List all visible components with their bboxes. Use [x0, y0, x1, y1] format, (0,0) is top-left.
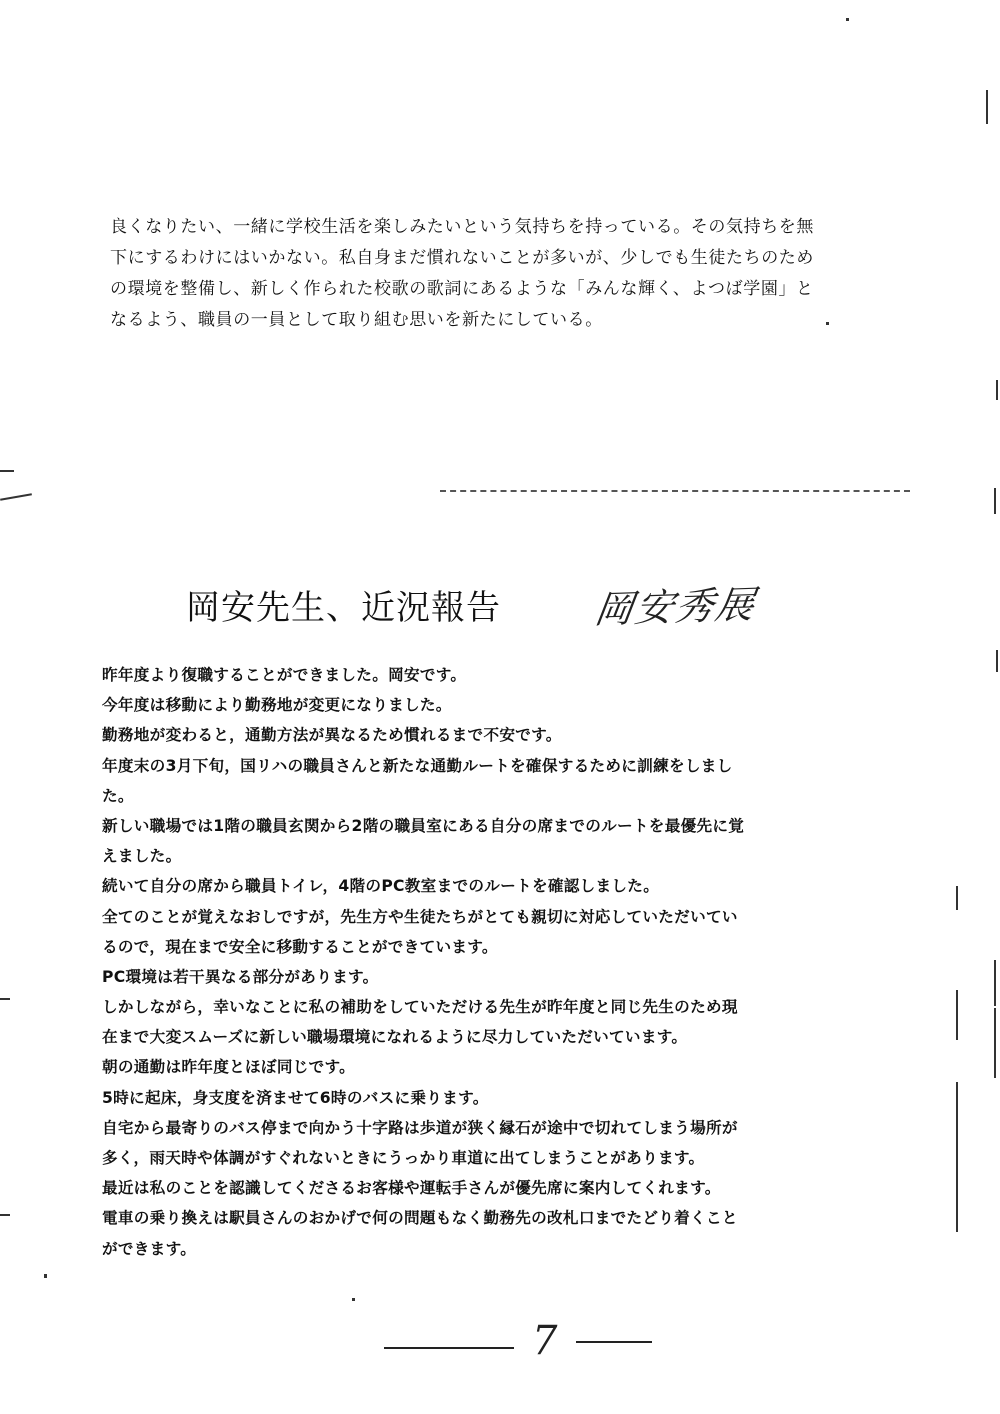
body-line: 全てのことが覚えなおしですが，先生方や生徒たちがとても親切に対応していただいてい: [102, 907, 738, 926]
intro-line: 良くなりたい、一緒に学校生活を楽しみたいという気持ちを持っている。その気持ちを無: [110, 217, 814, 237]
scan-mark: [956, 886, 958, 910]
intro-paragraph: [110, 212, 830, 336]
intro-line: なるよう、職員の一員として取り組む思いを新たにしている。: [110, 310, 603, 330]
scan-mark: [956, 1082, 958, 1232]
body-line: 続いて自分の席から職員トイレ，4階のPC教室までのルートを確認しました。: [102, 877, 660, 896]
scan-mark: [352, 1298, 355, 1301]
scan-mark: [0, 493, 32, 501]
dashed-separator: [440, 490, 910, 496]
body-line: 自宅から最寄りのバス停まで向かう十字路は歩道が狭く縁石が途中で切れてしまう場所が: [102, 1118, 738, 1137]
body-line: るので，現在まで安全に移動することができています。: [102, 937, 498, 956]
scan-mark: [956, 990, 958, 1040]
scan-mark: [0, 470, 14, 472]
article-title: 岡安先生、近況報告: [186, 588, 501, 628]
body-line: 新しい職場では1階の職員玄関から2階の職員室にある自分の席までのルートを最優先に覚: [102, 816, 745, 835]
body-line: 昨年度より復職することができました。岡安です。: [102, 666, 467, 684]
footer-rule-left: [384, 1347, 514, 1349]
page-number: 7: [532, 1318, 558, 1364]
body-line: PC環境は若干異なる部分があります。: [102, 967, 379, 986]
footer-rule-right: [576, 1341, 652, 1343]
body-line: 在まで大変スムーズに新しい職場環境になれるように尽力していただいています。: [102, 1028, 688, 1047]
body-line: 年度末の3月下旬，国リハの職員さんと新たな通勤ルートを確保するために訓練をしまし: [102, 756, 733, 775]
scan-mark: [994, 488, 996, 514]
body-line: ができます。: [102, 1239, 197, 1258]
body-line: 朝の通勤は昨年度とほぼ同じです。: [102, 1058, 356, 1077]
intro-line: 下にするわけにはいかない。私自身まだ慣れないことが多いが、少しでも生徒たちのため: [110, 248, 814, 268]
body-line: 多く，雨天時や体調がすぐれないときにうっかり車道に出てしまうことがあります。: [102, 1149, 705, 1167]
intro-line: の環境を整備し、新しく作られた校歌の歌詞にあるような「みんな輝く、よつば学園」と: [110, 279, 814, 299]
scan-mark: [996, 380, 998, 400]
handwritten-signature: 岡安秀展: [591, 582, 760, 632]
scan-mark: [846, 18, 849, 21]
body-line: 5時に起床，身支度を済ませて6時のバスに乗ります。: [102, 1088, 489, 1107]
body-line: 勤務地が変わると，通勤方法が異なるため慣れるまで不安です。: [102, 726, 562, 745]
scan-mark: [996, 650, 998, 672]
body-line: えました。: [102, 847, 182, 866]
article-body: [102, 660, 822, 1264]
body-line: 今年度は移動により勤務地が変更になりました。: [102, 696, 452, 715]
body-line: 最近は私のことを認識してくださるお客様や運転手さんが優先席に案内してくれます。: [102, 1179, 721, 1198]
body-line: 電車の乗り換えは駅員さんのおかげで何の問題もなく勤務先の改札口までたどり着くこと: [102, 1209, 738, 1228]
body-line: た。: [102, 786, 134, 805]
scan-mark: [0, 998, 10, 1000]
body-line: しかしながら，幸いなことに私の補助をしていただける先生が昨年度と同じ先生のため現: [102, 998, 738, 1017]
scan-mark: [826, 322, 829, 325]
scan-mark: [994, 960, 996, 1006]
scan-mark: [44, 1274, 47, 1278]
scan-mark: [0, 1214, 10, 1216]
scan-mark: [986, 90, 988, 124]
scan-mark: [994, 1008, 996, 1078]
